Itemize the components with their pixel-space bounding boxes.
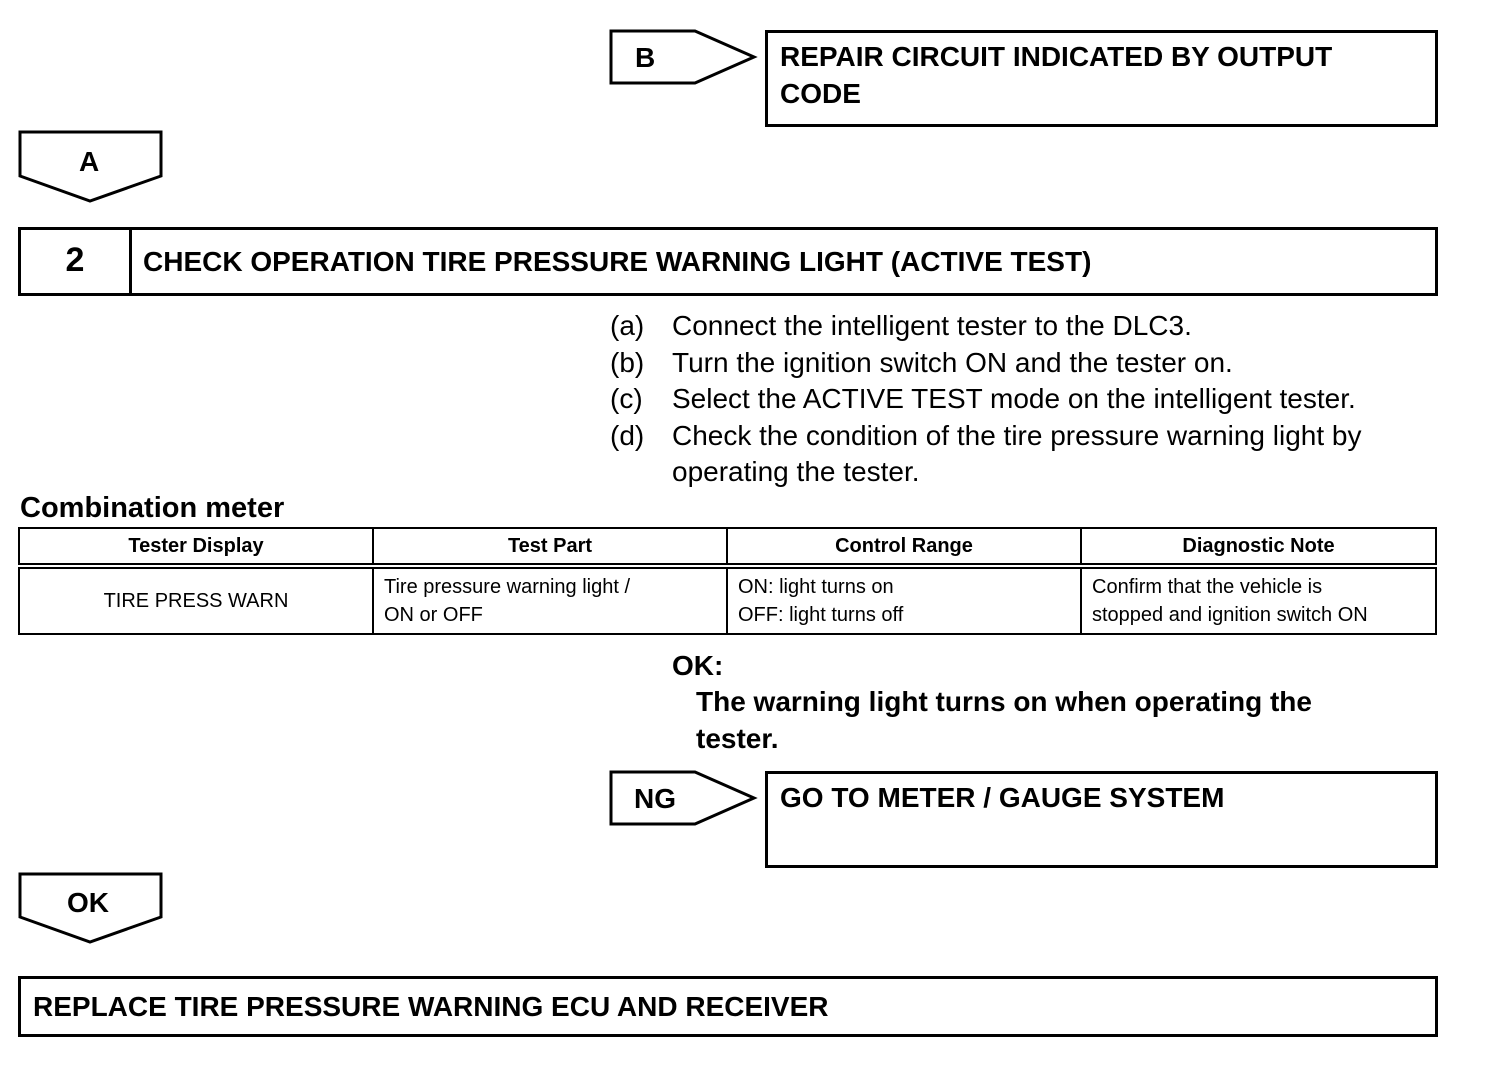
cell-line: OFF: light turns off <box>738 604 904 626</box>
branch-ng-result-text: GO TO METER / GAUGE SYSTEM <box>780 782 1225 813</box>
ok-criteria-line: The warning light turns on when operating the <box>696 686 1312 717</box>
arrow-a-label: A <box>79 146 100 177</box>
branch-b-label: B <box>635 42 656 73</box>
instruction-text: Select the ACTIVE TEST mode on the intelligent tester. <box>672 383 1356 414</box>
branch-ng-label: NG <box>634 783 676 814</box>
instruction-text: Turn the ignition switch ON and the tester on. <box>672 346 1233 378</box>
section-title: Combination meter <box>20 492 285 524</box>
final-action-box <box>18 976 1438 1037</box>
cell-line: stopped and ignition switch ON <box>1092 604 1368 626</box>
instruction-key: (d) <box>610 419 645 451</box>
final-action-text: REPLACE TIRE PRESSURE WARNING ECU AND RECEIVER <box>33 991 829 1022</box>
instruction-key: (c) <box>610 383 643 414</box>
ok-criteria-line: tester. <box>696 722 779 754</box>
branch-b-result-text: REPAIR CIRCUIT INDICATED BY OUTPUT CODE <box>780 41 1333 109</box>
header-control-range: Control Range <box>727 528 1081 566</box>
instruction-key: (b) <box>610 346 645 378</box>
cell-line: ON or OFF <box>384 604 483 626</box>
step-number: 2 <box>21 230 132 293</box>
header-diagnostic-note: Diagnostic Note <box>1081 528 1436 566</box>
instruction-text: Connect the intelligent tester to the DLC3. <box>672 310 1192 341</box>
cell-tester-display: TIRE PRESS WARN <box>19 566 373 634</box>
cell-line: ON: light turns on <box>738 576 894 598</box>
header-tester-display: Tester Display <box>19 528 373 566</box>
header-test-part: Test Part <box>373 528 727 566</box>
cell-line: Tire pressure warning light / <box>384 576 631 598</box>
step-title: CHECK OPERATION TIRE PRESSURE WARNING LIGHT (ACTIVE TEST) <box>143 246 1092 277</box>
ok-label: OK: <box>672 650 724 681</box>
instruction-key: (a) <box>610 310 645 341</box>
cell-line: Confirm that the vehicle is <box>1092 576 1323 598</box>
arrow-ok-label: OK <box>67 887 109 918</box>
instruction-text: Check the condition of the tire pressure warning light by operating the tester. <box>672 419 1362 487</box>
